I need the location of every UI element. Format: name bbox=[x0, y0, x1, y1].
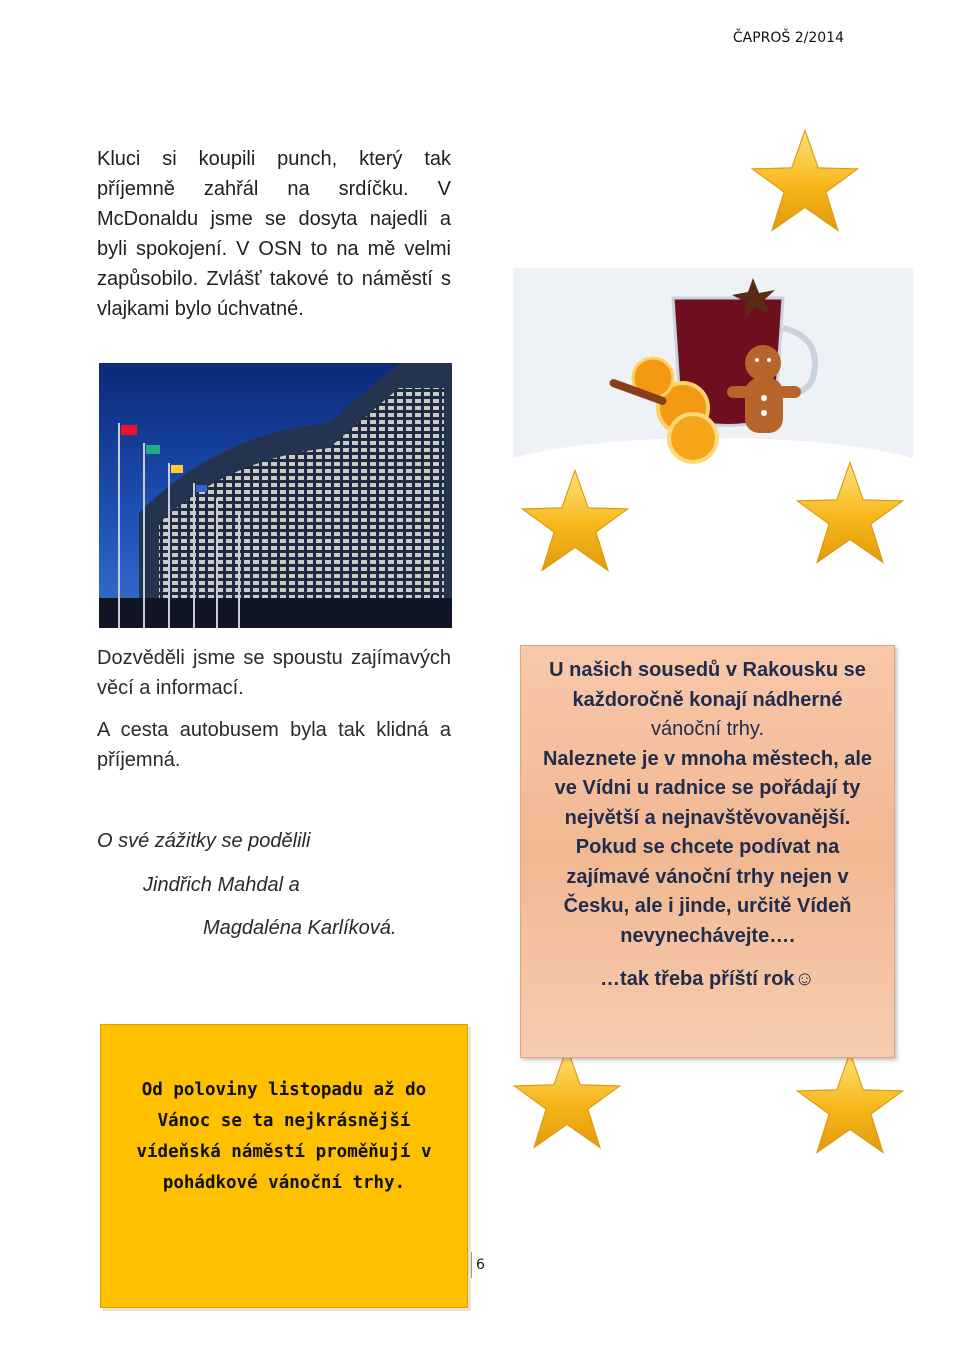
star-icon bbox=[512, 1045, 622, 1151]
signature-line-1: O své zážitky se podělili bbox=[97, 830, 311, 852]
intro-paragraph: Kluci si koupili punch, který tak příjemně zahřál na srdíčku. V McDonaldu jsme se dosyta najedli a byli spokojení. V OSN to na mě velmi zapůsobilo. Zvlášť takové to náměstí s vlajkami bylo úchvatné. bbox=[97, 148, 451, 320]
callout-text: Od poloviny listopadu až do Vánoc se ta nejkrásnější vídeňská náměstí proměňují v pohádkové vánoční trhy. bbox=[136, 1080, 432, 1193]
signature-line-2: Jindřich Mahdal a bbox=[143, 874, 300, 896]
star-icon bbox=[750, 128, 860, 234]
mulled-wine-photo bbox=[513, 268, 913, 490]
un-building-photo bbox=[99, 363, 452, 628]
signature-line-3: Magdaléna Karlíková. bbox=[203, 917, 397, 939]
infobox-line-3: …tak třeba příští rok☺ bbox=[600, 968, 815, 990]
star-icon bbox=[520, 468, 630, 574]
paragraph-facts: Dozvěděli jsme se spoustu zajímavých věcí a informací. bbox=[97, 647, 451, 699]
infobox-line-1: U našich sousedů v Rakousku se každoročně konají nádherné vánoční trhy. bbox=[549, 659, 866, 740]
star-icon bbox=[795, 1050, 905, 1156]
paragraph-bus-trip: A cesta autobusem byla tak klidná a příjemná. bbox=[97, 719, 451, 771]
vienna-markets-callout bbox=[100, 1024, 468, 1308]
christmas-markets-infobox bbox=[520, 645, 895, 1058]
issue-header: ČAPROŠ 2/2014 bbox=[732, 30, 844, 46]
infobox-line-2: Naleznete je v mnoha městech, ale ve Vídni u radnice se pořádají ty největší a nejnavštěvovanější. Pokud se chcete podívat na zajímavé vánoční trhy nejen v Česku, ale i jinde, určitě Vídeň nevynechávejte…. bbox=[542, 747, 873, 947]
star-icon bbox=[795, 460, 905, 566]
page-number: 6 bbox=[471, 1252, 494, 1278]
